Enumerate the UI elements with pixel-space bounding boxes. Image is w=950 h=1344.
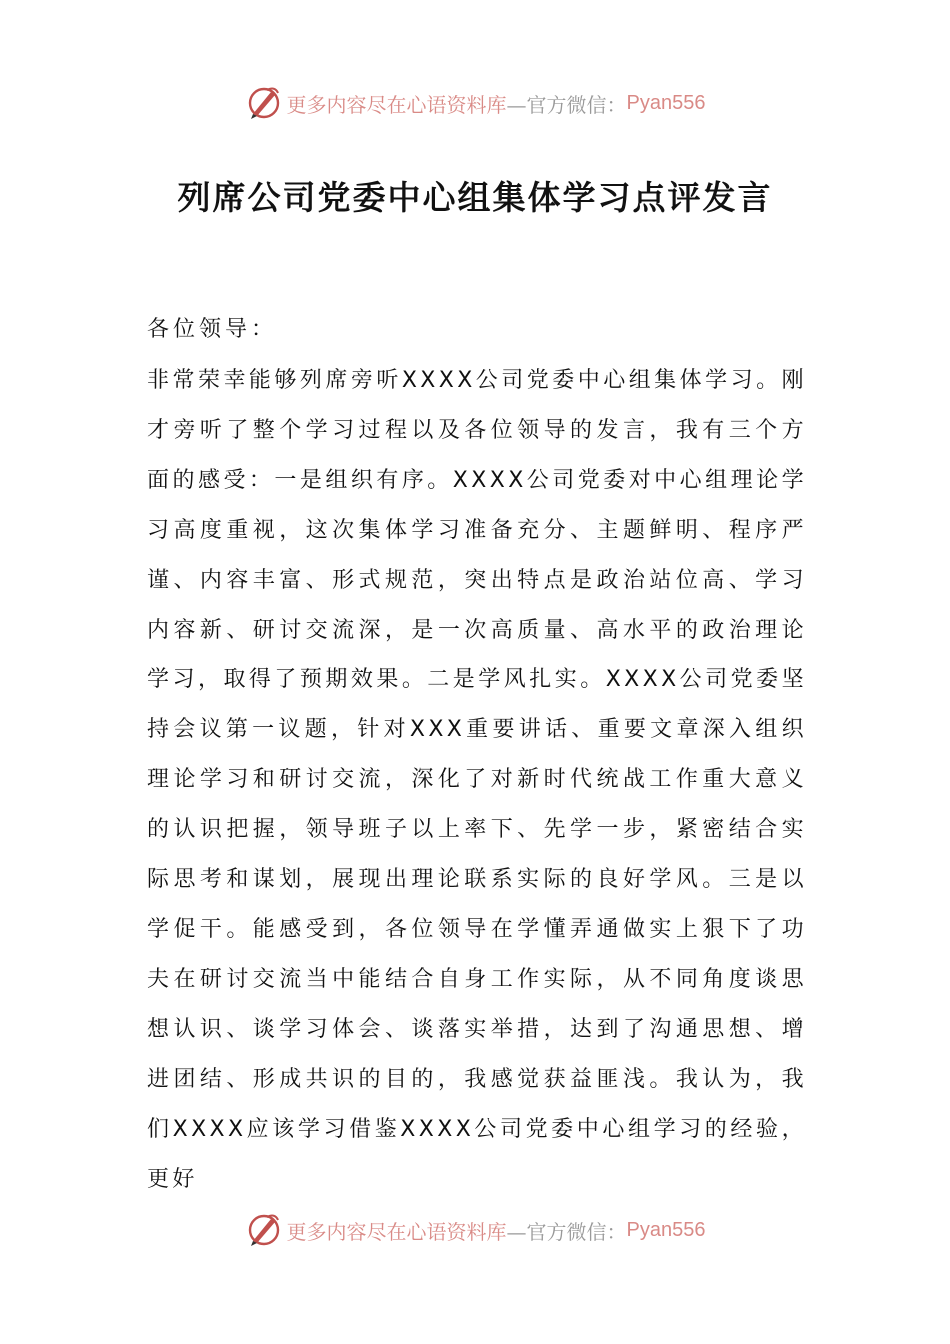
banner-wechat-label: —官方微信： <box>506 92 627 117</box>
salutation: 各位领导： <box>147 317 278 342</box>
banner-promo-text: 更多内容尽在心语资料库 <box>286 1219 507 1244</box>
body-paragraph: 非常荣幸能够列席旁听XXXX公司党委中心组集体学习。刚才旁听了整个学习过程以及各位领导的发言，我有三个方面的感受：一是组织有序。XXXX公司党委对中心组理论学习高度重视，这次集体学习准备充分、主题鲜明、程序严谨、内容丰富、形式规范，突出特点是政治站位高、学习内容新、研讨交流深，是一次高质量、高水平的政治理论学习，取得了预期效果。二是学风扎实。XXXX公司党委坚持会议第一议题，针对XXX重要讲话、重要文章深入组织理论学习和研讨交流，深化了对新时代统战工作重大意义的认识把握，领导班子以上率下、先学一步，紧密结合实际思考和谋划，展现出理论联系实际的良好学风。三是以学促干。能感受到，各位领导在学懂弄通做实上狠下了功夫在研讨交流当中能结合自身工作实际，从不同角度谈思想认识、谈学习体会、谈落实举措，达到了沟通思想、增进团结、形成共识的目的，我感觉获益匪浅。我认为，我们XXXX应该学习借鉴XXXX公司党委中心组学习的经验，更好 <box>147 368 807 1192</box>
footer-banner <box>0 1205 950 1255</box>
banner-wechat-handle: Pyan556 <box>626 91 706 114</box>
banner-wechat-label: —官方微信： <box>506 1219 627 1244</box>
pen-in-circle-icon <box>245 84 283 122</box>
header-banner <box>0 78 950 128</box>
banner-wechat-handle: Pyan556 <box>626 1218 706 1241</box>
pen-in-circle-icon <box>245 1211 283 1249</box>
document-title: 列席公司党委中心组集体学习点评发言 <box>177 178 773 217</box>
banner-promo-text: 更多内容尽在心语资料库 <box>286 92 507 117</box>
